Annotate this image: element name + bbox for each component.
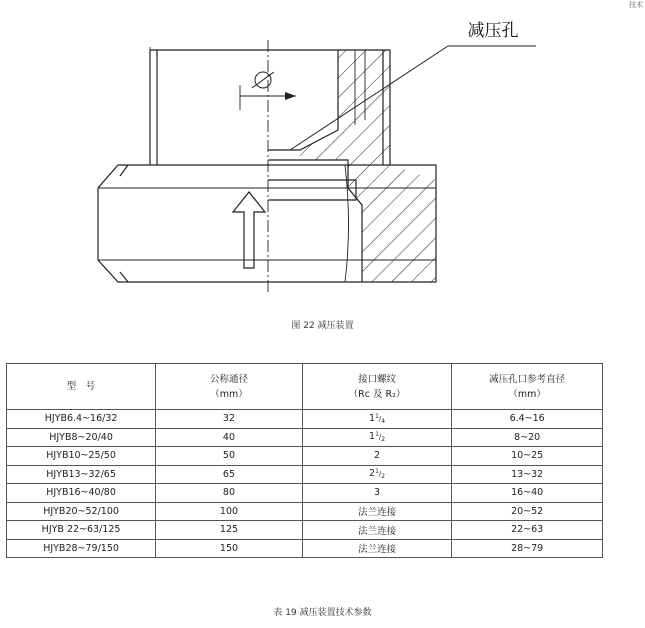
table-row (7, 502, 603, 521)
cell-thread (302, 521, 451, 540)
table-header-row (7, 364, 603, 410)
cell-thread (302, 428, 451, 447)
cell-nominal-diameter: 150 (156, 539, 303, 558)
thread-size: $2^1/_2$ (369, 468, 386, 481)
cell-model: HJYB13~32/65 (7, 465, 156, 484)
inner-bore-outline (268, 50, 338, 150)
flow-arrow (233, 192, 265, 268)
cell-nominal-diameter: 100 (156, 502, 303, 521)
cell-model: HJYB10~25/50 (7, 447, 156, 466)
cell-nominal-diameter: 32 (156, 410, 303, 429)
header-nominal-diameter: 公称通径 （mm） (156, 364, 303, 410)
thread-size: 法兰连接 (358, 507, 397, 519)
cell-model: HJYB28~79/150 (7, 539, 156, 558)
cell-model: HJYB 22~63/125 (7, 521, 156, 540)
spec-table (6, 363, 603, 558)
thread-size: 2 (374, 450, 381, 462)
cell-model: HJYB16~40/80 (7, 484, 156, 503)
section-hatching (290, 45, 450, 290)
table-row (7, 539, 603, 558)
table-row (7, 447, 603, 466)
cell-thread (302, 447, 451, 466)
cell-hole-diameter: 16~40 (452, 484, 603, 503)
cell-hole-diameter: 8~20 (452, 428, 603, 447)
cell-thread (302, 484, 451, 503)
relief-hole-label: 减压孔 (467, 21, 519, 41)
table-row (7, 410, 603, 429)
cell-thread (302, 465, 451, 484)
thread-size: 法兰连接 (358, 544, 397, 556)
header-thread: 接口螺纹 （Rc 及 R₂） (302, 364, 451, 410)
table-row (7, 465, 603, 484)
cell-nominal-diameter: 80 (156, 484, 303, 503)
cell-nominal-diameter: 65 (156, 465, 303, 484)
relief-channel (268, 180, 356, 200)
table-row (7, 428, 603, 447)
cell-hole-diameter: 10~25 (452, 447, 603, 466)
figure-caption: 图 22 减压装置 (291, 321, 354, 331)
page-corner-mark: 技术 (629, 1, 643, 9)
table-row (7, 521, 603, 540)
thread-size: $1^1/_4$ (369, 412, 386, 425)
table-caption: 表 19 减压装置技术参数 (273, 608, 372, 618)
header-model: 型 号 (7, 364, 156, 410)
cell-hole-diameter: 6.4~16 (452, 410, 603, 429)
cell-nominal-diameter: 50 (156, 447, 303, 466)
cell-model: HJYB6.4~16/32 (7, 410, 156, 429)
cell-model: HJYB8~20/40 (7, 428, 156, 447)
thread-size: 3 (374, 487, 381, 499)
cell-hole-diameter: 13~32 (452, 465, 603, 484)
cell-nominal-diameter: 40 (156, 428, 303, 447)
cell-thread (302, 410, 451, 429)
cell-hole-diameter: 28~79 (452, 539, 603, 558)
table-row (7, 484, 603, 503)
cell-hole-diameter: 22~63 (452, 521, 603, 540)
table-body (7, 410, 603, 558)
cell-hole-diameter: 20~52 (452, 502, 603, 521)
cell-thread (302, 502, 451, 521)
cell-thread (302, 539, 451, 558)
cell-nominal-diameter: 125 (156, 521, 303, 540)
header-hole-diameter: 减压孔口参考直径 （mm） (452, 364, 603, 410)
cell-model: HJYB20~52/100 (7, 502, 156, 521)
thread-size: $1^1/_2$ (369, 431, 386, 444)
thread-size: 法兰连接 (358, 525, 397, 537)
